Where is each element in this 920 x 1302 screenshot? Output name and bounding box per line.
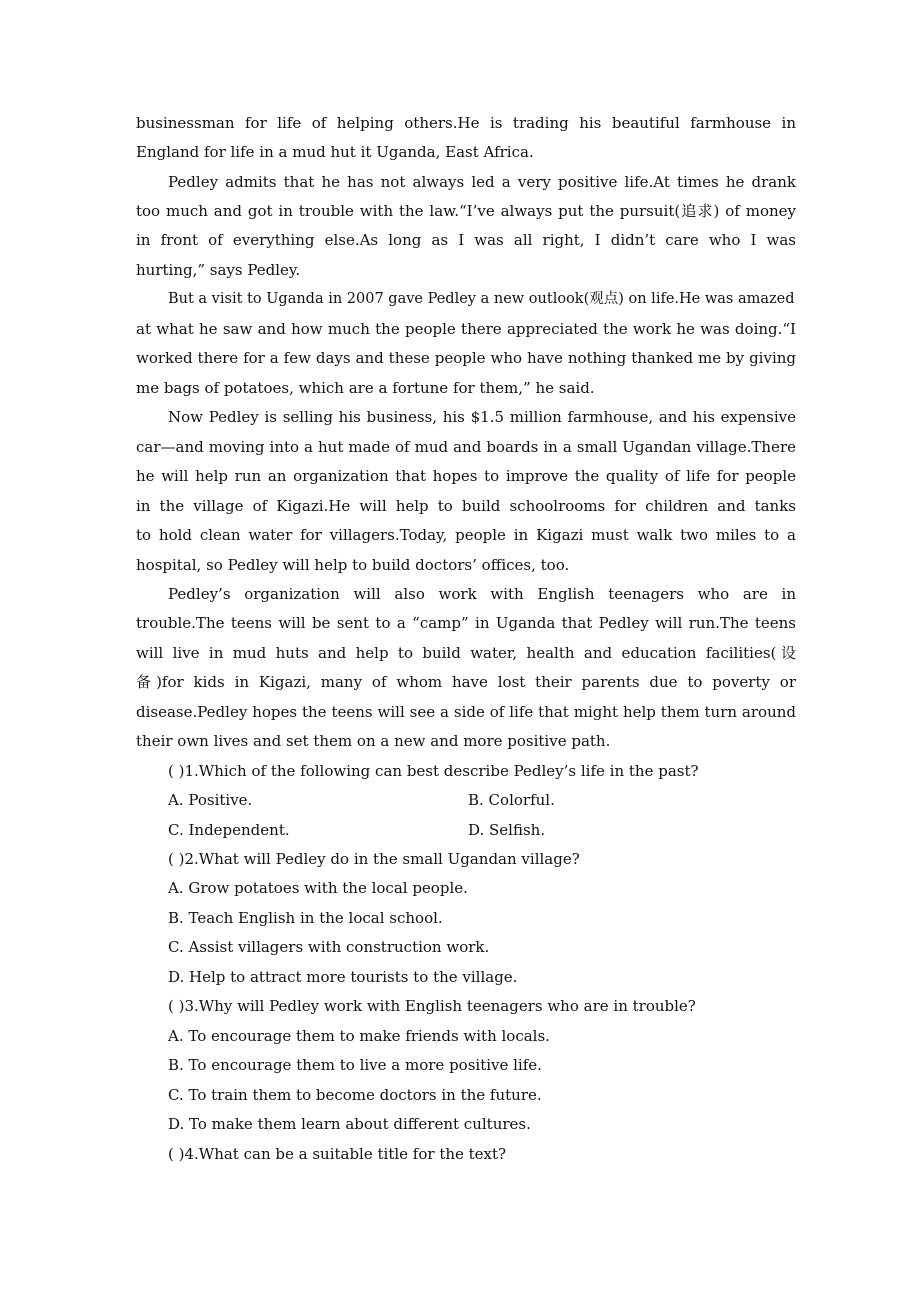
- passage-line: Pedley admits that he has not always led a very positive life.At times he drank: [168, 173, 796, 191]
- question-3-option-c[interactable]: C. To train them to become doctors in the future.: [168, 1086, 542, 1104]
- passage-line: me bags of potatoes, which are a fortune for them,” he said.: [136, 379, 595, 397]
- passage-line: businessman for life of helping others.He is trading his beautiful farmhouse in: [136, 114, 796, 132]
- question-1-option-a[interactable]: A. Positive.: [168, 791, 253, 809]
- question-2-option-c[interactable]: C. Assist villagers with construction work.: [168, 938, 490, 956]
- passage-line: in the village of Kigazi.He will help to build schoolrooms for children and tanks: [136, 497, 796, 515]
- passage-line: Pedley’s organization will also work with English teenagers who are in: [168, 585, 796, 603]
- passage-line: at what he saw and how much the people there appreciated the work he was doing.“I: [136, 320, 796, 338]
- passage-line: But a visit to Uganda in 2007 gave Pedley a new outlook(观点) on life.He was amazed: [168, 291, 795, 307]
- passage-line: disease.Pedley hopes the teens will see a side of life that might help them turn around: [136, 703, 796, 721]
- question-2-option-d[interactable]: D. Help to attract more tourists to the village.: [168, 968, 518, 986]
- passage-line: too much and got in trouble with the law.“I’ve always put the pursuit(追求) of money: [136, 202, 796, 220]
- question-3-option-b[interactable]: B. To encourage them to live a more positive life.: [168, 1056, 542, 1074]
- question-2-stem: ( )2.What will Pedley do in the small Ugandan village?: [168, 850, 580, 868]
- passage-line: Now Pedley is selling his business, his $1.5 million farmhouse, and his expensive: [168, 408, 796, 426]
- question-2-option-a[interactable]: A. Grow potatoes with the local people.: [168, 879, 468, 897]
- question-1-stem: ( )1.Which of the following can best describe Pedley’s life in the past?: [168, 762, 699, 780]
- question-1-option-c[interactable]: C. Independent.: [168, 821, 290, 839]
- question-3-option-d[interactable]: D. To make them learn about different cultures.: [168, 1115, 531, 1133]
- passage-line: he will help run an organization that hopes to improve the quality of life for people: [136, 467, 796, 485]
- passage-line: hurting,” says Pedley.: [136, 261, 301, 279]
- passage-line: worked there for a few days and these people who have nothing thanked me by giving: [136, 349, 796, 367]
- question-1-option-b[interactable]: B. Colorful.: [468, 791, 555, 809]
- passage-line: trouble.The teens will be sent to a “camp” in Uganda that Pedley will run.The teens: [136, 614, 796, 632]
- passage-line: in front of everything else.As long as I was all right, I didn’t care who I was: [136, 231, 796, 249]
- question-2-option-b[interactable]: B. Teach English in the local school.: [168, 909, 443, 927]
- passage-line: 备)for kids in Kigazi, many of whom have lost their parents due to poverty or: [136, 673, 796, 691]
- passage-line: will live in mud huts and help to build water, health and education facilities(设: [136, 644, 796, 662]
- passage-line: their own lives and set them on a new and more positive path.: [136, 732, 611, 750]
- passage-line: England for life in a mud hut it Uganda, East Africa.: [136, 143, 534, 161]
- question-4-stem: ( )4.What can be a suitable title for the text?: [168, 1145, 507, 1163]
- question-1-option-d[interactable]: D. Selfish.: [468, 821, 546, 839]
- question-3-option-a[interactable]: A. To encourage them to make friends with locals.: [168, 1027, 550, 1045]
- passage-line: to hold clean water for villagers.Today, people in Kigazi must walk two miles to a: [136, 526, 796, 544]
- passage-line: car—and moving into a hut made of mud and boards in a small Ugandan village.There: [136, 438, 796, 456]
- passage-line: hospital, so Pedley will help to build doctors’ offices, too.: [136, 556, 570, 574]
- question-3-stem: ( )3.Why will Pedley work with English teenagers who are in trouble?: [168, 997, 696, 1015]
